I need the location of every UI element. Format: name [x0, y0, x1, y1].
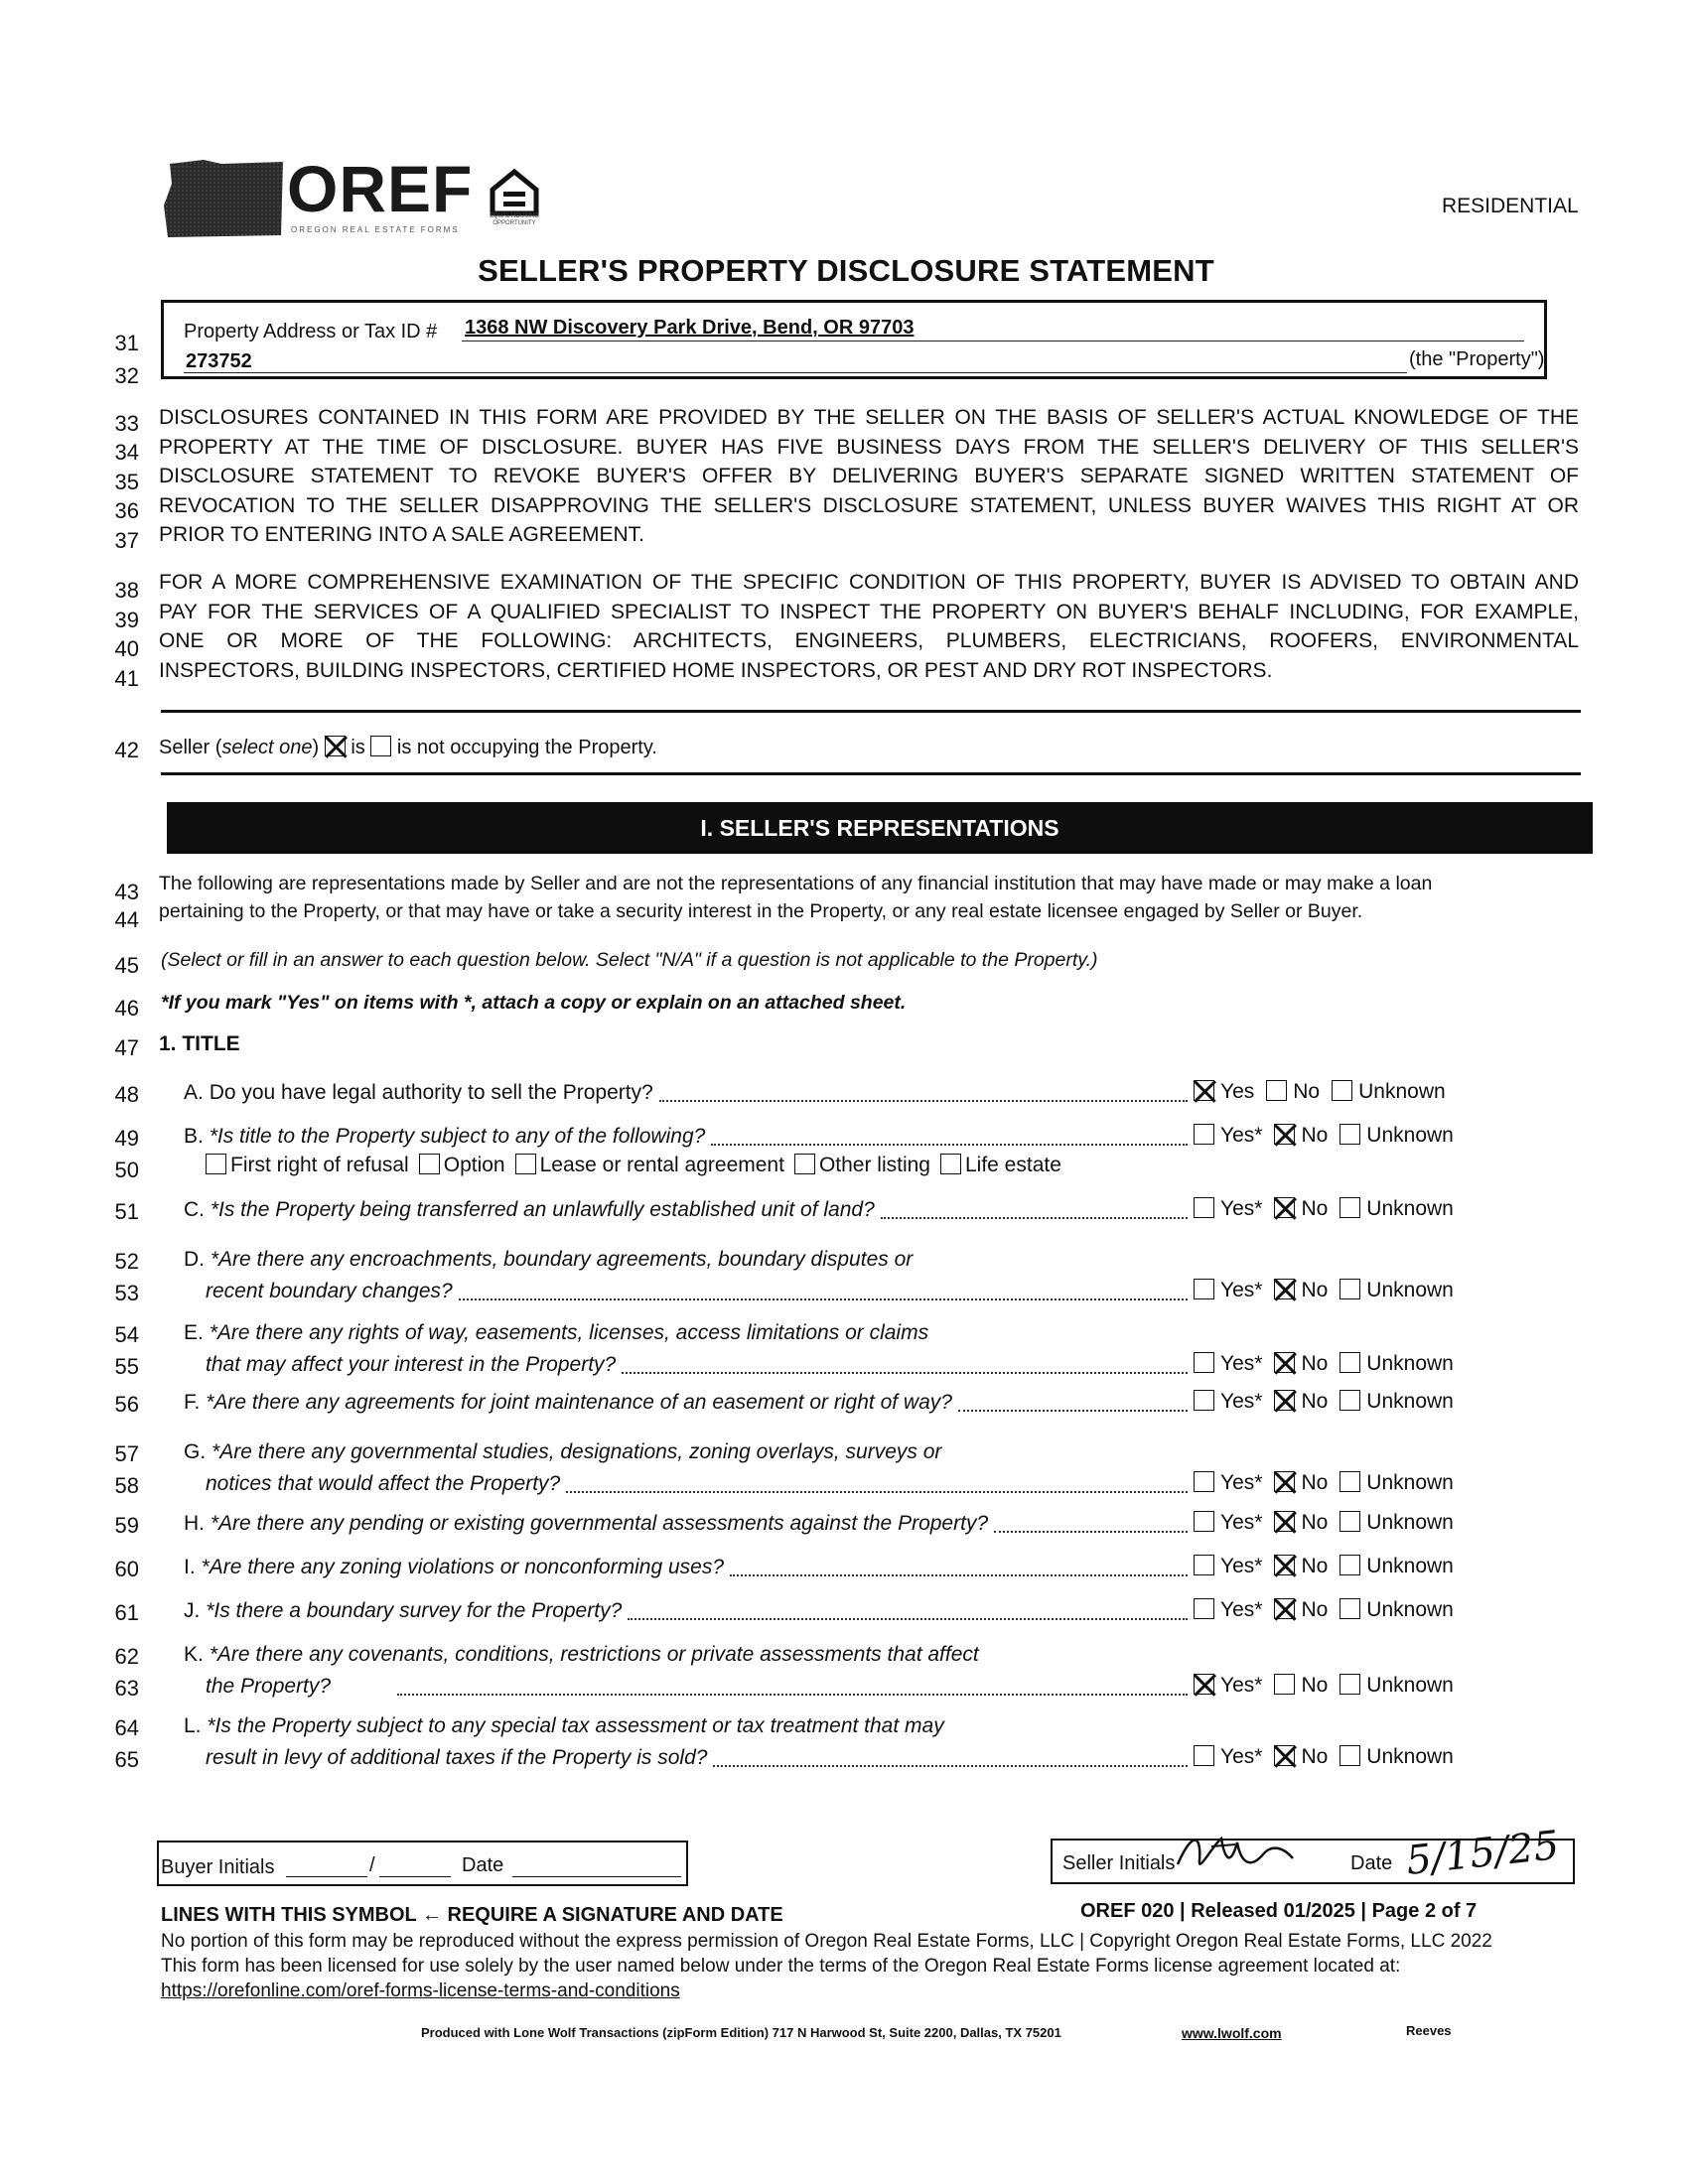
line-number: 61: [114, 1600, 139, 1625]
yes-checkbox[interactable]: [1194, 1390, 1214, 1411]
yes-label: Yes*: [1220, 1197, 1263, 1220]
seller-date-value: 5/15/25: [1404, 1823, 1562, 1884]
yes-label: Yes*: [1220, 1471, 1263, 1494]
unknown-checkbox[interactable]: [1340, 1674, 1360, 1695]
section-heading: I. SELLER'S REPRESENTATIONS: [167, 802, 1593, 854]
no-label: No: [1301, 1511, 1329, 1534]
unknown-label: Unknown: [1366, 1352, 1454, 1375]
unknown-label: Unknown: [1366, 1124, 1454, 1147]
logo-subtitle: OREGON REAL ESTATE FORMS: [291, 225, 460, 234]
question-letter: B.: [184, 1125, 204, 1148]
yes-label: Yes: [1220, 1080, 1255, 1103]
paragraph-line: PROPERTY AT THE TIME OF DISCLOSURE. BUYER HAS FIVE BUSINESS DAYS FROM THE SELLER'S DELIVERY OF THIS SELLER'S: [159, 435, 1579, 459]
unknown-checkbox[interactable]: [1332, 1080, 1352, 1101]
unknown-checkbox[interactable]: [1340, 1471, 1360, 1492]
produced-with: Produced with Lone Wolf Transactions (zipForm Edition) 717 N Harwood St, Suite 2200, Dallas, TX 75201: [421, 2025, 1061, 2040]
paragraph-line: FOR A MORE COMPREHENSIVE EXAMINATION OF THE SPECIFIC CONDITION OF THIS PROPERTY, BUYER IS ADVISED TO OBTAIN AND: [159, 571, 1579, 594]
is-not-label: is not occupying the Property.: [396, 737, 657, 758]
disclosure-paragraph: [159, 403, 1579, 550]
no-label: No: [1301, 1279, 1329, 1301]
question-line: *Are there any governmental studies, designations, zoning overlays, surveys or: [212, 1440, 942, 1463]
question-text: [184, 1122, 705, 1152]
no-label: No: [1301, 1745, 1329, 1768]
no-label: No: [1301, 1555, 1329, 1577]
line-number: 42: [114, 738, 139, 762]
taxid-underline: [184, 372, 1407, 373]
sub-option-label: First right of refusal: [230, 1154, 409, 1176]
buyer-initials-line-2[interactable]: [379, 1876, 451, 1877]
no-checkbox[interactable]: [1274, 1745, 1295, 1766]
yes-label: Yes*: [1220, 1598, 1263, 1621]
question-text: [184, 1509, 988, 1539]
question-text: [184, 1640, 979, 1670]
yes-label: Yes*: [1220, 1279, 1263, 1301]
unknown-label: Unknown: [1366, 1471, 1454, 1494]
line-number: 50: [114, 1158, 139, 1182]
sub-option-checkbox[interactable]: [419, 1154, 440, 1174]
yes-checkbox[interactable]: [1194, 1471, 1214, 1492]
question-text: [184, 1711, 944, 1741]
dot-leader: [958, 1410, 1188, 1412]
unknown-label: Unknown: [1366, 1598, 1454, 1621]
sub-option-checkbox[interactable]: [940, 1154, 961, 1174]
answer-group: [1194, 1279, 1454, 1302]
line-number: 55: [114, 1354, 139, 1379]
yes-label: Yes*: [1220, 1390, 1263, 1413]
sub-option-label: Lease or rental agreement: [539, 1154, 784, 1176]
no-label: No: [1301, 1674, 1329, 1697]
yes-label: Yes*: [1220, 1745, 1263, 1768]
line-number: 41: [114, 666, 139, 691]
line-number: 40: [114, 636, 139, 661]
no-label: No: [1301, 1352, 1329, 1375]
form-id: OREF 020 | Released 01/2025 | Page 2 of 7: [1080, 1900, 1478, 1922]
question-text: [206, 1469, 560, 1499]
dot-leader: [397, 1694, 1188, 1696]
seller-initials-label: Seller Initials: [1062, 1852, 1176, 1874]
buyer-date-line[interactable]: [512, 1876, 681, 1877]
paragraph-line: ONE OR MORE OF THE FOLLOWING: ARCHITECTS, ENGINEERS, PLUMBERS, ELECTRICIANS, ROOFERS, ENVIRONMENTAL: [159, 629, 1579, 652]
question-letter: J.: [184, 1599, 201, 1622]
answer-group: [1194, 1080, 1446, 1104]
dot-leader: [566, 1491, 1188, 1493]
yes-label: Yes*: [1220, 1352, 1263, 1375]
no-checkbox[interactable]: [1274, 1279, 1295, 1299]
dot-leader: [730, 1574, 1188, 1576]
line-number: 57: [114, 1441, 139, 1466]
no-checkbox[interactable]: [1274, 1124, 1295, 1145]
dot-leader: [459, 1298, 1188, 1300]
buyer-date-label: Date: [462, 1854, 504, 1876]
line-number: 54: [114, 1322, 139, 1347]
line-number: 46: [114, 996, 139, 1021]
answer-group: [1194, 1352, 1454, 1376]
unknown-label: Unknown: [1366, 1674, 1454, 1697]
yes-checkbox[interactable]: [1194, 1598, 1214, 1619]
sub-option-checkbox[interactable]: [794, 1154, 815, 1174]
unknown-checkbox[interactable]: [1340, 1352, 1360, 1373]
instruction-line: (Select or fill in an answer to each question below. Select "N/A" if a question is not applicable to the Property.): [161, 949, 1098, 971]
line-number: 34: [114, 440, 139, 465]
unknown-checkbox[interactable]: [1340, 1390, 1360, 1411]
no-label: No: [1301, 1598, 1329, 1621]
file-name: Reeves: [1406, 2023, 1452, 2038]
line-number: 65: [114, 1747, 139, 1772]
question-line: result in levy of additional taxes if the Property is sold?: [206, 1746, 708, 1769]
title-heading: 1. TITLE: [159, 1032, 240, 1055]
line-number: 39: [114, 608, 139, 632]
no-label: No: [1301, 1124, 1329, 1147]
unknown-checkbox[interactable]: [1340, 1555, 1360, 1575]
line-number: 49: [114, 1126, 139, 1151]
question-letter: D.: [184, 1248, 205, 1271]
is-not-occupying-checkbox[interactable]: [370, 736, 391, 756]
no-checkbox[interactable]: [1274, 1674, 1295, 1695]
sub-option-label: Other listing: [818, 1154, 930, 1176]
produced-link[interactable]: www.lwolf.com: [1182, 2025, 1282, 2041]
line-number: 43: [114, 880, 139, 904]
dot-leader: [994, 1531, 1188, 1533]
unknown-label: Unknown: [1366, 1390, 1454, 1413]
question-text: [206, 1350, 616, 1380]
question-line: *Is the Property being transferred an unlawfully established unit of land?: [210, 1198, 875, 1221]
no-checkbox[interactable]: [1274, 1555, 1295, 1575]
yes-checkbox[interactable]: [1194, 1080, 1214, 1101]
question-letter: E.: [184, 1321, 204, 1344]
question-line: notices that would affect the Property?: [206, 1472, 561, 1495]
line-number: 51: [114, 1199, 139, 1224]
question-line: *Are there any agreements for joint maintenance of an easement or right of way?: [206, 1391, 952, 1414]
unknown-label: Unknown: [1366, 1745, 1454, 1768]
yes-checkbox[interactable]: [1194, 1511, 1214, 1532]
address-label: Property Address or Tax ID #: [184, 321, 438, 342]
line-number: 58: [114, 1473, 139, 1498]
answer-group: [1194, 1124, 1454, 1148]
unknown-label: Unknown: [1366, 1279, 1454, 1301]
question-letter: C.: [184, 1198, 205, 1221]
question-text: [206, 1277, 453, 1306]
question-line: *Is the Property subject to any special tax assessment or tax treatment that may: [207, 1714, 944, 1737]
yes-label: Yes*: [1220, 1555, 1263, 1577]
no-checkbox[interactable]: [1274, 1197, 1295, 1218]
oregon-map-icon: [162, 158, 287, 239]
dot-leader: [881, 1217, 1188, 1219]
question-text: [184, 1195, 875, 1225]
answer-group: [1194, 1197, 1454, 1221]
occupancy-label-close: ): [312, 737, 320, 758]
unknown-checkbox[interactable]: [1340, 1745, 1360, 1766]
paragraph-line: pertaining to the Property, or that may have or take a security interest in the Property, or any real estate licensee engaged by Seller or Buyer.: [159, 900, 1363, 922]
line-number: 37: [114, 528, 139, 553]
no-checkbox[interactable]: [1274, 1390, 1295, 1411]
sub-option-checkbox[interactable]: [206, 1154, 226, 1174]
buyer-initials-label: Buyer Initials: [161, 1856, 275, 1878]
question-text: [184, 1553, 724, 1582]
question-letter: L.: [184, 1714, 202, 1737]
dot-leader: [713, 1765, 1188, 1767]
seller-initials-box: [1051, 1823, 1575, 1884]
question-letter: A.: [184, 1081, 204, 1104]
question-line: *Are there any encroachments, boundary agreements, boundary disputes or: [210, 1248, 914, 1271]
answer-group: [1194, 1555, 1454, 1578]
question-text: [184, 1078, 653, 1108]
paragraph-line: INSPECTORS, BUILDING INSPECTORS, CERTIFIED HOME INSPECTORS, OR PEST AND DRY ROT INSPECTORS.: [159, 658, 1273, 682]
dot-leader: [622, 1372, 1188, 1374]
no-label: No: [1301, 1390, 1329, 1413]
inspection-paragraph: [159, 568, 1579, 685]
license-link[interactable]: https://orefonline.com/oref-forms-license-terms-and-conditions: [161, 1980, 680, 2001]
line-number: 59: [114, 1513, 139, 1538]
question-text: [206, 1743, 707, 1773]
is-label: is: [351, 737, 365, 758]
line-number: 33: [114, 411, 139, 436]
line-number: 44: [114, 907, 139, 932]
line-number: 63: [114, 1676, 139, 1701]
unknown-checkbox[interactable]: [1340, 1279, 1360, 1299]
paragraph-line: DISCLOSURE STATEMENT TO REVOKE BUYER'S OFFER BY DELIVERING BUYER'S SEPARATE SIGNED WRITTEN STATEMENT OF: [159, 465, 1579, 487]
equal-housing-text: EQUAL HOUSING OPPORTUNITY: [490, 213, 539, 226]
page-title: SELLER'S PROPERTY DISCLOSURE STATEMENT: [478, 253, 1214, 288]
sub-option-label: Life estate: [964, 1154, 1061, 1176]
question-text: [184, 1245, 913, 1275]
unknown-label: Unknown: [1358, 1080, 1446, 1103]
unknown-checkbox[interactable]: [1340, 1511, 1360, 1532]
unknown-checkbox[interactable]: [1340, 1124, 1360, 1145]
title-subject-options: [206, 1154, 1061, 1177]
occupancy-label-italic: select one: [221, 737, 313, 758]
question-text: [184, 1318, 928, 1348]
tax-id-field[interactable]: 273752: [186, 350, 252, 372]
line-number: 31: [114, 331, 139, 355]
oref-logo: [162, 154, 559, 248]
yes-label: Yes*: [1220, 1124, 1263, 1147]
line-number: 38: [114, 578, 139, 603]
divider: [161, 710, 1581, 713]
sub-option-checkbox[interactable]: [515, 1154, 536, 1174]
question-line: that may affect your interest in the Property?: [206, 1353, 617, 1376]
yes-label: Yes*: [1220, 1674, 1263, 1697]
yes-checkbox[interactable]: [1194, 1279, 1214, 1299]
question-text: [184, 1437, 941, 1467]
question-line: *Are there any rights of way, easements, licenses, access limitations or claims: [209, 1321, 929, 1344]
paragraph-line: The following are representations made by Seller and are not the representations of any financial institution that may have made or may make a loan: [159, 873, 1433, 894]
occupancy-row: [159, 736, 657, 759]
copyright-line: No portion of this form may be reproduced without the express permission of Oregon Real Estate Forms, LLC | Copyright Oregon Real Estate Forms, LLC 2022: [161, 1931, 1492, 1952]
question-line: *Are there any pending or existing governmental assessments against the Property?: [210, 1512, 989, 1535]
paragraph-line: REVOCATION TO THE SELLER DISAPPROVING THE SELLER'S DISCLOSURE STATEMENT, UNLESS BUYER WAIVES THIS RIGHT AT OR: [159, 493, 1579, 517]
unknown-label: Unknown: [1366, 1511, 1454, 1534]
line-number: 53: [114, 1281, 139, 1305]
signature-note: LINES WITH THIS SYMBOL ← REQUIRE A SIGNATURE AND DATE: [161, 1904, 783, 1926]
question-text: [184, 1388, 952, 1418]
property-address-box: [161, 300, 1547, 379]
question-line: the Property?: [206, 1675, 332, 1698]
line-number: 32: [114, 363, 139, 388]
logo-wordmark: OREF: [287, 152, 474, 225]
is-occupying-checkbox[interactable]: [325, 736, 346, 756]
slash: /: [369, 1854, 375, 1876]
dot-leader: [711, 1144, 1188, 1146]
yes-checkbox[interactable]: [1194, 1197, 1214, 1218]
sub-option-label: Option: [443, 1154, 505, 1176]
no-checkbox[interactable]: [1274, 1471, 1295, 1492]
yes-checkbox[interactable]: [1194, 1124, 1214, 1145]
dot-leader: [628, 1618, 1188, 1620]
no-label: No: [1301, 1197, 1329, 1220]
no-label: No: [1301, 1471, 1329, 1494]
license-line: This form has been licensed for use solely by the user named below under the terms of the Oregon Real Estate Forms license agreement located at:: [161, 1956, 1401, 1977]
line-number: 60: [114, 1557, 139, 1581]
dot-leader: [659, 1100, 1188, 1102]
question-letter: K.: [184, 1643, 204, 1666]
unknown-checkbox[interactable]: [1340, 1598, 1360, 1619]
answer-group: [1194, 1390, 1454, 1414]
divider: [161, 772, 1581, 775]
answer-group: [1194, 1598, 1454, 1622]
instruction-line: *If you mark "Yes" on items with *, attach a copy or explain on an attached sheet.: [161, 992, 907, 1014]
unknown-label: Unknown: [1366, 1197, 1454, 1220]
question-letter: H.: [184, 1512, 205, 1535]
question-line: recent boundary changes?: [206, 1280, 453, 1302]
seller-initials-signature: [1172, 1825, 1301, 1884]
question-line: *Are there any covenants, conditions, restrictions or private assessments that affect: [209, 1643, 979, 1666]
paragraph-line: PAY FOR THE SERVICES OF A QUALIFIED SPECIALIST TO INSPECT THE PROPERTY ON BUYER'S BEHALF INCLUDING, FOR EXAMPLE,: [159, 600, 1579, 623]
question-letter: F.: [184, 1391, 201, 1414]
answer-group: [1194, 1674, 1454, 1698]
buyer-initials-line-1[interactable]: [286, 1876, 367, 1877]
line-number: 48: [114, 1082, 139, 1107]
no-checkbox[interactable]: [1274, 1511, 1295, 1532]
address-field[interactable]: 1368 NW Discovery Park Drive, Bend, OR 97703: [465, 317, 915, 339]
question-letter: I.: [184, 1556, 196, 1578]
no-checkbox[interactable]: [1274, 1598, 1295, 1619]
question-line: *Is there a boundary survey for the Property?: [206, 1599, 623, 1622]
answer-group: [1194, 1471, 1454, 1495]
occupancy-label: Seller (: [159, 737, 222, 758]
question-line: *Are there any zoning violations or nonconforming uses?: [201, 1556, 724, 1578]
yes-checkbox[interactable]: [1194, 1555, 1214, 1575]
line-number: 35: [114, 470, 139, 494]
yes-checkbox[interactable]: [1194, 1352, 1214, 1373]
line-number: 64: [114, 1715, 139, 1740]
yes-checkbox[interactable]: [1194, 1674, 1214, 1695]
no-checkbox[interactable]: [1266, 1080, 1287, 1101]
question-line: *Is title to the Property subject to any of the following?: [209, 1125, 706, 1148]
answer-group: [1194, 1745, 1454, 1769]
yes-checkbox[interactable]: [1194, 1745, 1214, 1766]
question-text: [184, 1596, 622, 1626]
line-number: 52: [114, 1249, 139, 1274]
no-label: No: [1293, 1080, 1321, 1103]
question-text: [206, 1672, 331, 1702]
line-number: 56: [114, 1392, 139, 1417]
line-number: 45: [114, 953, 139, 978]
property-suffix: (the "Property"): [1409, 348, 1545, 370]
line-number: 47: [114, 1035, 139, 1060]
line-number: 62: [114, 1644, 139, 1669]
seller-date-label: Date: [1350, 1852, 1393, 1874]
unknown-label: Unknown: [1366, 1555, 1454, 1577]
unknown-checkbox[interactable]: [1340, 1197, 1360, 1218]
question-letter: G.: [184, 1440, 207, 1463]
line-number: 36: [114, 498, 139, 523]
no-checkbox[interactable]: [1274, 1352, 1295, 1373]
paragraph-line: DISCLOSURES CONTAINED IN THIS FORM ARE PROVIDED BY THE SELLER ON THE BASIS OF SELLER'S ACTUAL KNOWLEDGE OF THE: [159, 406, 1579, 429]
form-type-label: RESIDENTIAL: [1442, 195, 1579, 217]
yes-label: Yes*: [1220, 1511, 1263, 1534]
buyer-initials-box: [157, 1841, 688, 1886]
paragraph-line: PRIOR TO ENTERING INTO A SALE AGREEMENT.: [159, 523, 644, 546]
answer-group: [1194, 1511, 1454, 1535]
question-line: Do you have legal authority to sell the Property?: [209, 1081, 653, 1104]
intro-paragraph: [159, 870, 1579, 925]
